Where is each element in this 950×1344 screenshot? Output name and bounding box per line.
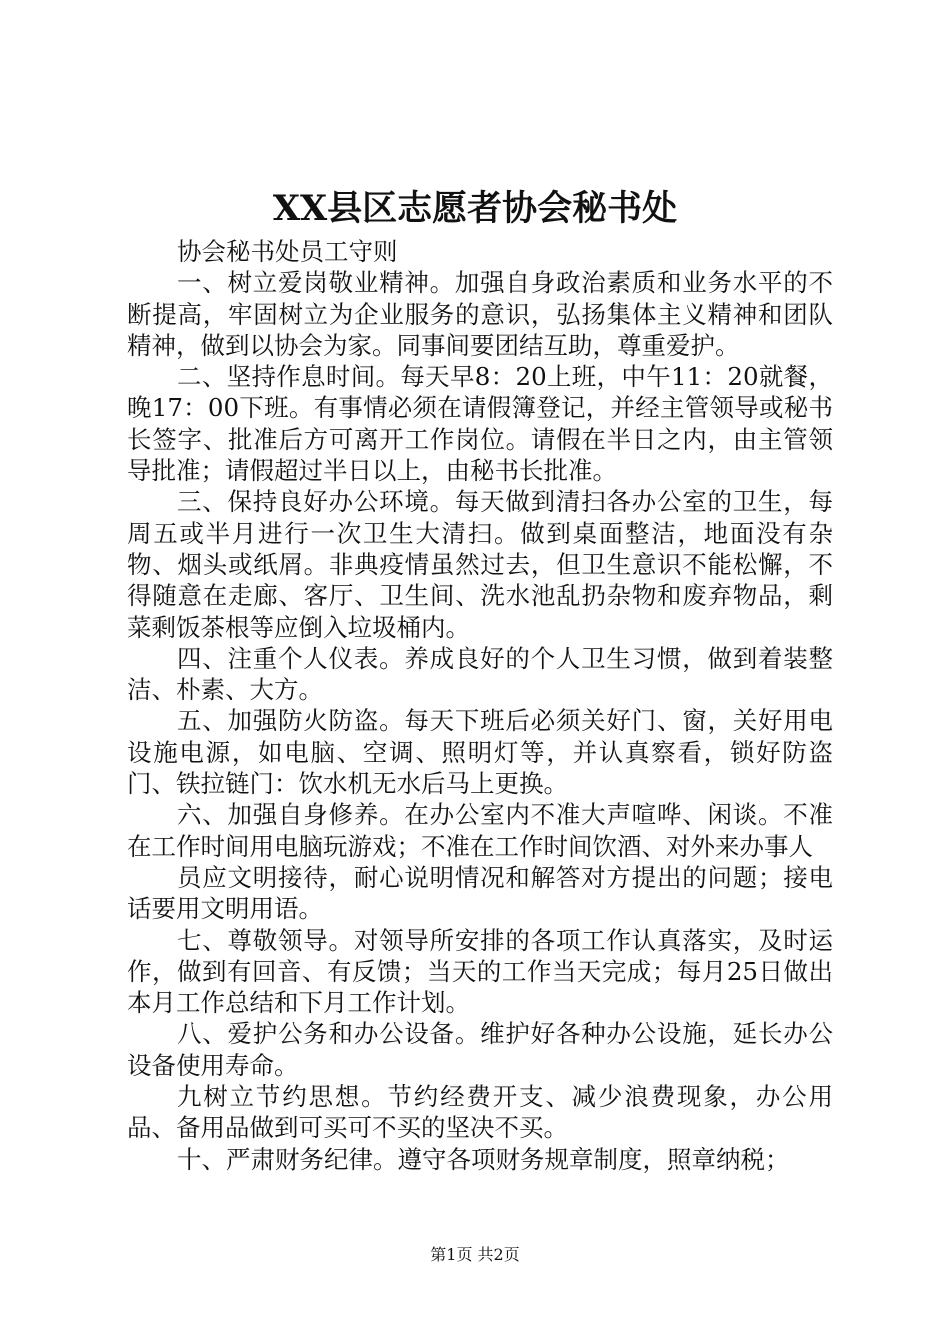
paragraph-heading: 协会秘书处员工守则 [177,237,398,266]
paragraph-6: 六、加强自身修养。在办公室内不准大声喧哗、闲谈。不准在工作时间用电脑玩游戏；不准在工作时间饮酒、对外来办事人 [127,800,833,861]
document-title: XX县区志愿者协会秘书处 [272,188,678,229]
paragraph-4: 四、注重个人仪表。养成良好的个人卫生习惯，做到着装整洁、朴素、大方。 [127,643,833,705]
paragraph-6-continued: 员应文明接待，耐心说明情况和解答对方提出的问题；接电话要用文明用语。 [127,862,833,924]
paragraph-5: 五、加强防火防盗。每天下班后必须关好门、窗，关好用电设施电源，如电脑、空调、照明灯等，并认真察看，锁好防盗门、铁拉链门：饮水机无水后马上更换。 [127,706,833,799]
paragraph-7: 七、尊敬领导。对领导所安排的各项工作认真落实，及时运作，做到有回音、有反馈；当天的工作当天完成；每月25日做出本月工作总结和下月工作计划。 [127,925,833,1018]
paragraph-9: 九树立节约思想。节约经费开支、减少浪费现象，办公用品、备用品做到可买可不买的坚决不买。 [127,1082,833,1143]
paragraph-8: 八、爱护公务和办公设备。维护好各种办公设施，延长办公设备使用寿命。 [127,1019,833,1080]
page-number-label: 第1页 共2页 [430,1245,520,1264]
page-footer [0,1244,950,1266]
paragraph-3: 三、保持良好办公环境。每天做到清扫各办公室的卫生，每周五或半月进行一次卫生大清扫。做到桌面整洁，地面没有杂物、烟头或纸屑。非典疫情虽然过去，但卫生意识不能松懈，不得随意在走廊、客厅、卫生间、洗水池乱扔杂物和废弃物品，剩菜剩饭茶根等应倒入垃圾桶内。 [127,487,833,642]
paragraph-2: 二、坚持作息时间。每天早8：20上班，中午11：20就餐，晚17：00下班。有事情必须在请假簿登记，并经主管领导或秘书长签字、批准后方可离开工作岗位。请假在半日之内，由主管领导批准；请假超过半日以上，由秘书长批准。 [127,362,833,486]
paragraph-10: 十、严肃财务纪律。遵守各项财务规章制度，照章纳税； [177,1144,790,1174]
paragraph-1: 一、树立爱岗敬业精神。加强自身政治素质和业务水平的不断提高，牢固树立为企业服务的意识，弘扬集体主义精神和团队精神，做到以协会为家。同事间要团结互助，尊重爱护。 [127,268,833,360]
document-body [127,236,833,1175]
